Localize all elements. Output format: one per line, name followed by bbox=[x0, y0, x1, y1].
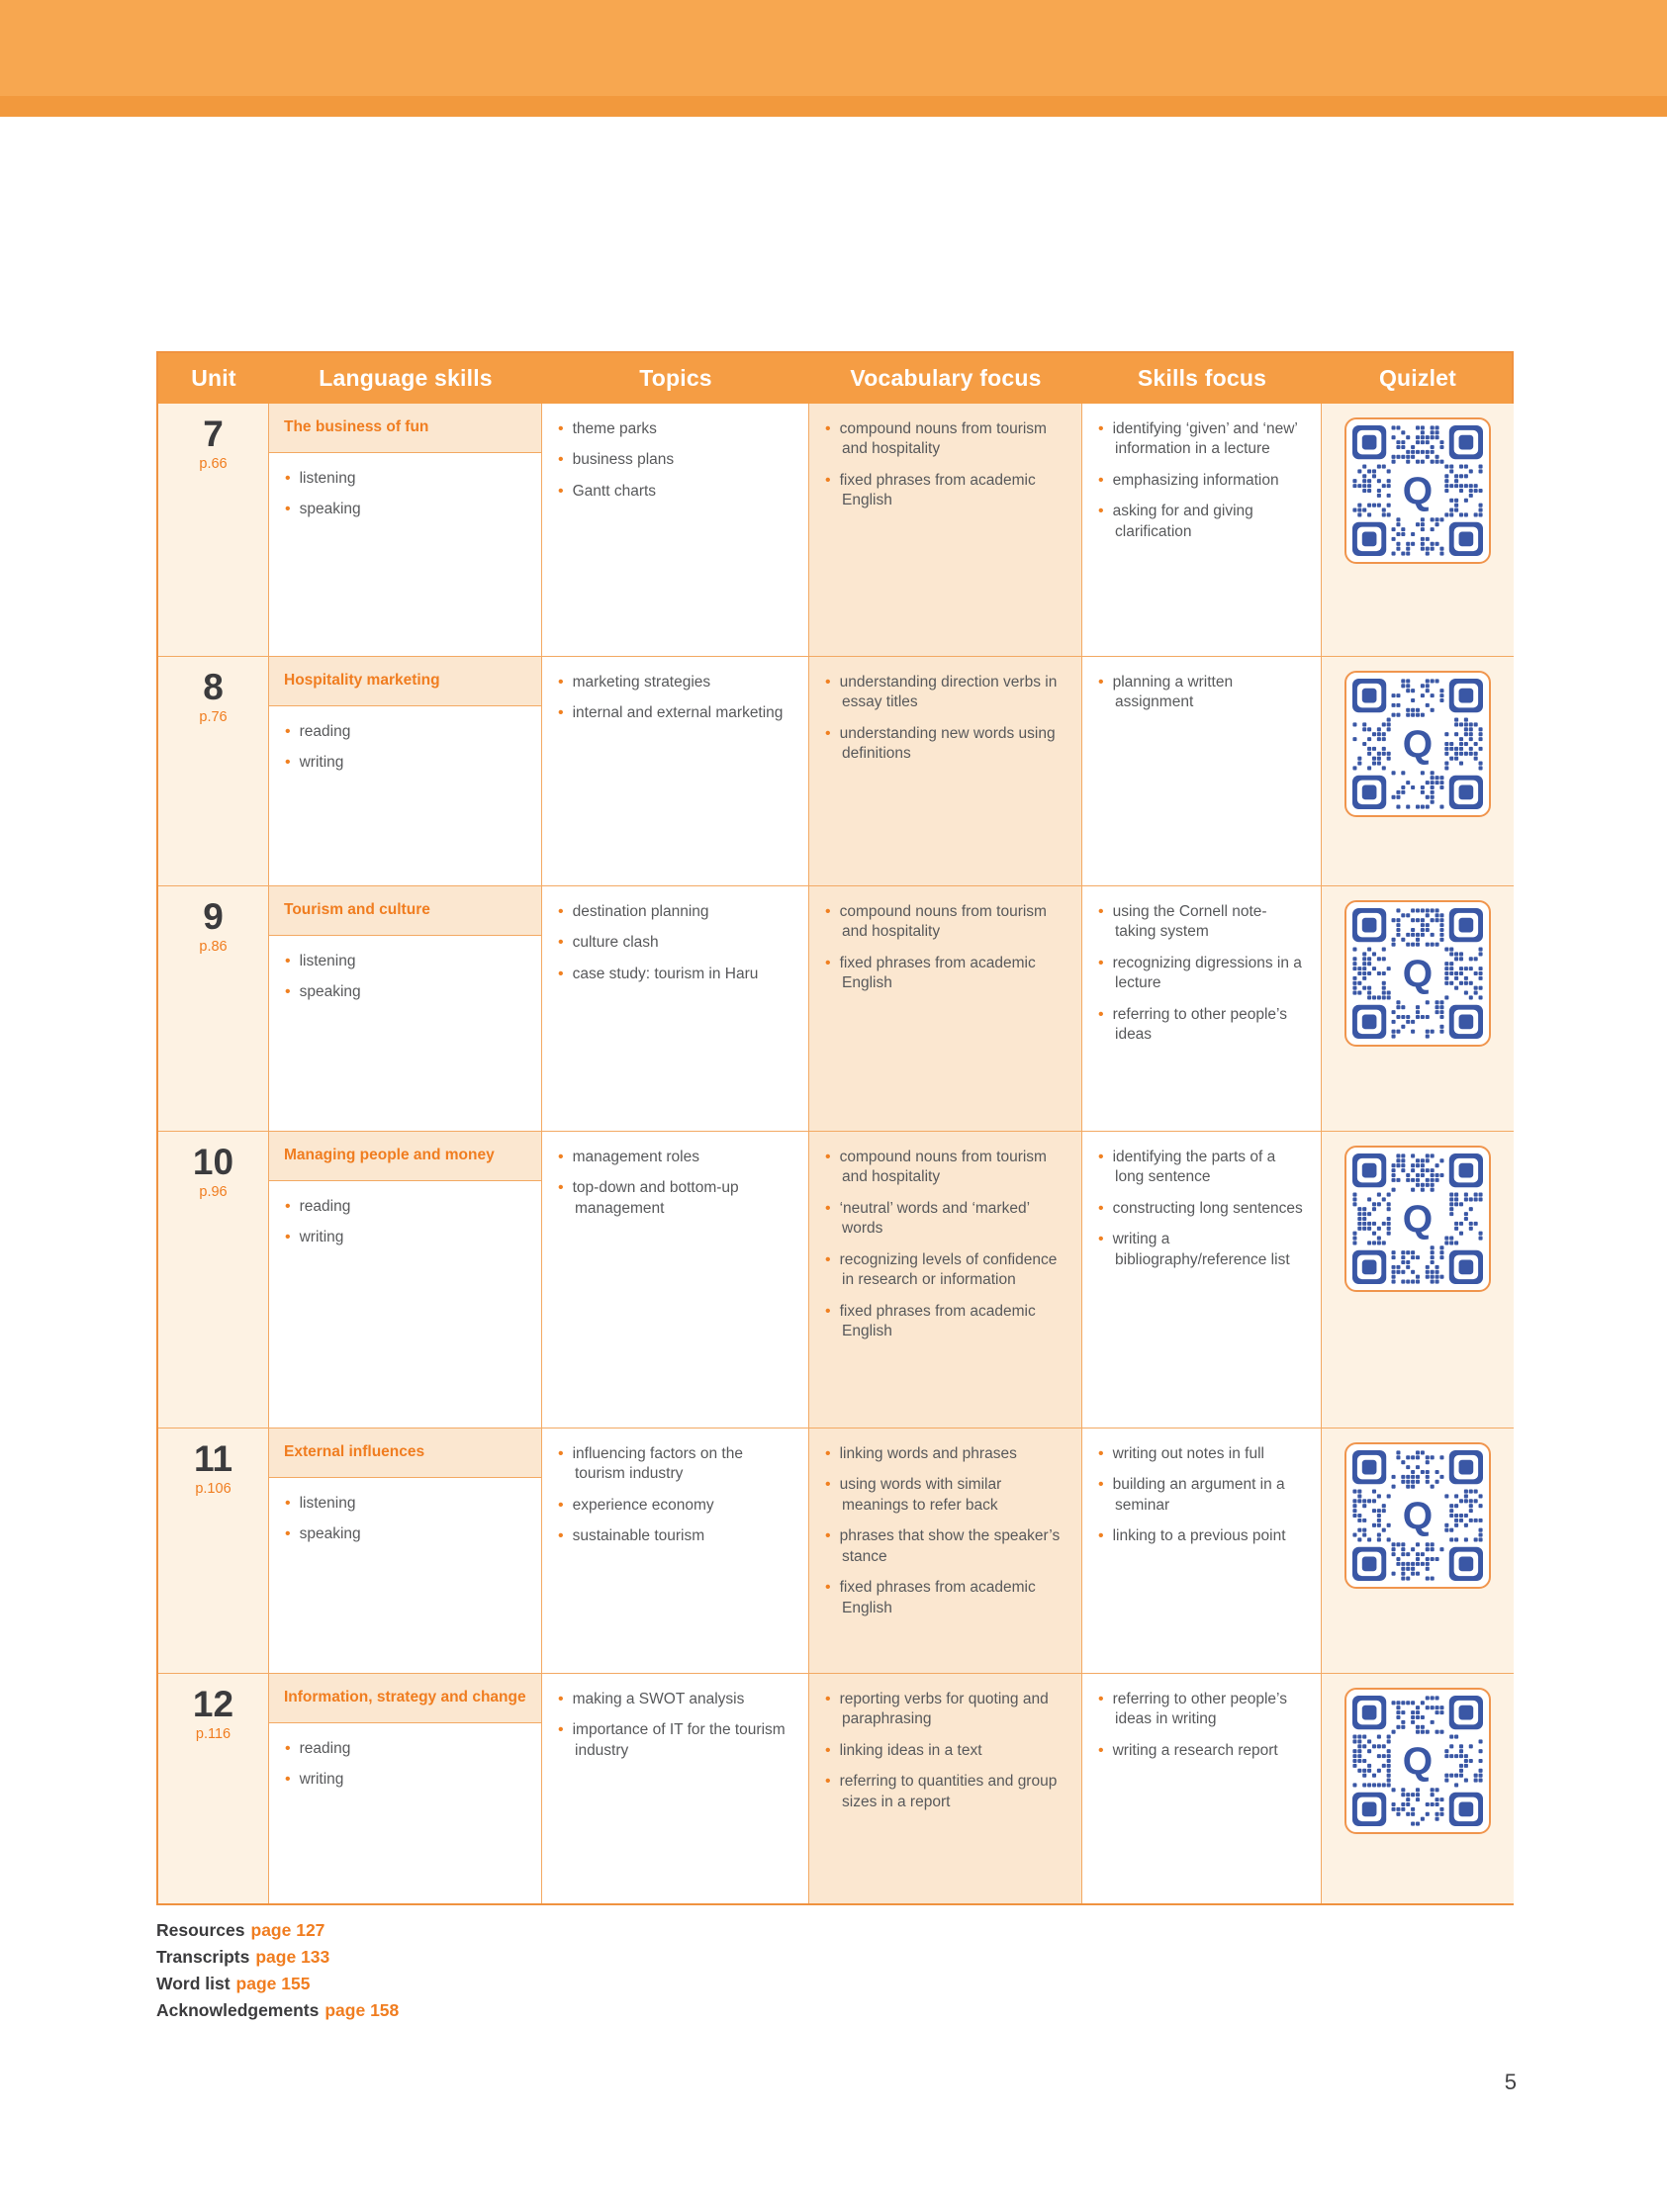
unit-cell bbox=[158, 657, 269, 886]
footer-label: Resources bbox=[156, 1920, 245, 1940]
svg-text:Q: Q bbox=[1402, 1495, 1434, 1538]
bullet-item: • identifying ‘given’ and ‘new’ information in a lecture bbox=[1098, 418, 1307, 460]
bullet-item: • compound nouns from tourism and hospitality bbox=[825, 1147, 1067, 1188]
language-skills-list bbox=[269, 936, 541, 1025]
column-header-skills-focus: Skills focus bbox=[1137, 365, 1267, 391]
topics-cell bbox=[542, 1674, 809, 1903]
vocabulary-focus-cell bbox=[809, 404, 1082, 657]
bullet-item: • referring to other people’s ideas in writing bbox=[1098, 1689, 1307, 1730]
svg-text:Q: Q bbox=[1402, 470, 1434, 513]
vocabulary-list bbox=[809, 404, 1081, 533]
bullet-item: • linking to a previous point bbox=[1098, 1525, 1307, 1546]
quizlet-cell bbox=[1322, 886, 1514, 1132]
qr-code-image bbox=[1352, 1696, 1483, 1826]
topics-list bbox=[542, 886, 808, 1006]
bullet-item: • phrases that show the speaker’s stance bbox=[825, 1525, 1067, 1567]
topics-list bbox=[542, 657, 808, 746]
table-row bbox=[158, 886, 1512, 1132]
svg-text:Q: Q bbox=[1402, 723, 1434, 767]
unit-title: Managing people and money bbox=[269, 1132, 541, 1181]
bullet-item: • business plans bbox=[558, 449, 794, 470]
column-header-topics: Topics bbox=[639, 365, 712, 391]
bullet-item: • writing a research report bbox=[1098, 1740, 1307, 1761]
topics-cell bbox=[542, 886, 809, 1132]
skills-focus-cell bbox=[1082, 1429, 1322, 1674]
quizlet-qr-code[interactable] bbox=[1344, 900, 1491, 1047]
vocabulary-list bbox=[809, 886, 1081, 1016]
quizlet-cell bbox=[1322, 404, 1514, 657]
bullet-item: • speaking bbox=[285, 499, 527, 519]
vocabulary-focus-cell bbox=[809, 886, 1082, 1132]
topics-list bbox=[542, 404, 808, 523]
svg-text:Q: Q bbox=[1402, 953, 1434, 996]
column-header-unit: Unit bbox=[191, 365, 236, 391]
qr-code-image bbox=[1352, 425, 1483, 556]
unit-page-ref: p.96 bbox=[199, 1183, 228, 1200]
unit-cell bbox=[158, 404, 269, 657]
bullet-item: • destination planning bbox=[558, 901, 794, 922]
top-banner-strip bbox=[0, 96, 1667, 117]
topics-list bbox=[542, 1429, 808, 1569]
footer-links bbox=[156, 1917, 399, 2024]
bullet-item: • understanding direction verbs in essay titles bbox=[825, 672, 1067, 713]
table-row bbox=[158, 1132, 1512, 1429]
table-row bbox=[158, 404, 1512, 657]
footer-page-link: page 155 bbox=[235, 1974, 311, 1993]
bullet-item: • reporting verbs for quoting and paraphrasing bbox=[825, 1689, 1067, 1730]
skills-focus-list bbox=[1082, 1429, 1321, 1569]
bullet-item: • recognizing levels of confidence in research or information bbox=[825, 1249, 1067, 1291]
qr-code-image bbox=[1352, 679, 1483, 809]
bullet-item: • theme parks bbox=[558, 418, 794, 439]
topics-cell bbox=[542, 1132, 809, 1429]
qr-code-image bbox=[1352, 1450, 1483, 1581]
quizlet-cell bbox=[1322, 1674, 1514, 1903]
footer-transcripts bbox=[156, 1944, 399, 1971]
bullet-item: • making a SWOT analysis bbox=[558, 1689, 794, 1709]
bullet-item: • fixed phrases from academic English bbox=[825, 1301, 1067, 1342]
unit-cell bbox=[158, 1132, 269, 1429]
bullet-item: • using words with similar meanings to refer back bbox=[825, 1474, 1067, 1516]
footer-acknowledgements bbox=[156, 1997, 399, 2024]
column-header-vocabulary-focus: Vocabulary focus bbox=[850, 365, 1042, 391]
bullet-item: • planning a written assignment bbox=[1098, 672, 1307, 713]
column-header-quizlet: Quizlet bbox=[1378, 365, 1457, 391]
table-row bbox=[158, 1429, 1512, 1674]
unit-title: Information, strategy and change bbox=[269, 1674, 541, 1723]
quizlet-qr-code[interactable] bbox=[1344, 1442, 1491, 1589]
svg-text:Q: Q bbox=[1402, 1740, 1434, 1784]
unit-cell bbox=[158, 886, 269, 1132]
bullet-item: • linking words and phrases bbox=[825, 1443, 1067, 1464]
table-header-row bbox=[158, 353, 1512, 404]
skills-focus-cell bbox=[1082, 657, 1322, 886]
unit-page-ref: p.86 bbox=[199, 938, 228, 955]
unit-cell bbox=[158, 1674, 269, 1903]
unit-number: 7 bbox=[203, 414, 224, 454]
vocabulary-list bbox=[809, 1674, 1081, 1834]
unit-page-ref: p.116 bbox=[195, 1725, 232, 1742]
vocabulary-list bbox=[809, 1429, 1081, 1640]
bullet-item: • listening bbox=[285, 468, 527, 489]
unit-number: 10 bbox=[192, 1142, 234, 1182]
language-skills-cell bbox=[269, 1674, 542, 1903]
bullet-item: • writing bbox=[285, 1227, 527, 1247]
skills-focus-list bbox=[1082, 886, 1321, 1067]
skills-focus-cell bbox=[1082, 1132, 1322, 1429]
bullet-item: • referring to other people’s ideas bbox=[1098, 1004, 1307, 1046]
quizlet-cell bbox=[1322, 1132, 1514, 1429]
footer-page-link: page 158 bbox=[324, 2000, 400, 2020]
unit-title: Hospitality marketing bbox=[269, 657, 541, 706]
table-row bbox=[158, 657, 1512, 886]
bullet-item: • ‘neutral’ words and ‘marked’ words bbox=[825, 1198, 1067, 1240]
bullet-item: • using the Cornell note-taking system bbox=[1098, 901, 1307, 943]
quizlet-qr-code[interactable] bbox=[1344, 417, 1491, 564]
footer-label: Word list bbox=[156, 1974, 231, 1993]
svg-text:Q: Q bbox=[1402, 1198, 1434, 1242]
unit-number: 12 bbox=[192, 1684, 234, 1724]
skills-focus-cell bbox=[1082, 404, 1322, 657]
bullet-item: • experience economy bbox=[558, 1495, 794, 1516]
language-skills-cell bbox=[269, 404, 542, 657]
bullet-item: • Gantt charts bbox=[558, 481, 794, 502]
qr-code-image bbox=[1352, 1153, 1483, 1284]
topics-cell bbox=[542, 404, 809, 657]
bullet-item: • speaking bbox=[285, 1523, 527, 1544]
topics-cell bbox=[542, 1429, 809, 1674]
footer-page-link: page 127 bbox=[250, 1920, 325, 1940]
column-header-language-skills: Language skills bbox=[319, 365, 493, 391]
footer-resources bbox=[156, 1917, 399, 1944]
bullet-item: • referring to quantities and group sizes in a report bbox=[825, 1771, 1067, 1812]
unit-title: External influences bbox=[269, 1429, 541, 1478]
bullet-item: • case study: tourism in Haru bbox=[558, 964, 794, 984]
bullet-item: • reading bbox=[285, 1738, 527, 1759]
language-skills-list bbox=[269, 453, 541, 542]
quizlet-cell bbox=[1322, 657, 1514, 886]
language-skills-list bbox=[269, 706, 541, 795]
bullet-item: • writing out notes in full bbox=[1098, 1443, 1307, 1464]
language-skills-list bbox=[269, 1723, 541, 1812]
bullet-item: • building an argument in a seminar bbox=[1098, 1474, 1307, 1516]
unit-title: Tourism and culture bbox=[269, 886, 541, 936]
skills-focus-list bbox=[1082, 657, 1321, 735]
bullet-item: • top-down and bottom-up management bbox=[558, 1177, 794, 1219]
unit-number: 11 bbox=[193, 1438, 233, 1479]
bullet-item: • asking for and giving clarification bbox=[1098, 501, 1307, 542]
skills-focus-list bbox=[1082, 1132, 1321, 1292]
bullet-item: • linking ideas in a text bbox=[825, 1740, 1067, 1761]
contents-table bbox=[156, 351, 1514, 1905]
bullet-item: • culture clash bbox=[558, 932, 794, 953]
bullet-item: • listening bbox=[285, 1493, 527, 1514]
bullet-item: • management roles bbox=[558, 1147, 794, 1167]
skills-focus-cell bbox=[1082, 886, 1322, 1132]
page-number: 5 bbox=[1504, 2070, 1517, 2094]
vocabulary-focus-cell bbox=[809, 1429, 1082, 1674]
bullet-item: • fixed phrases from academic English bbox=[825, 1577, 1067, 1618]
footer-page-link: page 133 bbox=[255, 1947, 330, 1967]
bullet-item: • sustainable tourism bbox=[558, 1525, 794, 1546]
bullet-item: • internal and external marketing bbox=[558, 702, 794, 723]
table-row bbox=[158, 1674, 1512, 1903]
unit-page-ref: p.66 bbox=[199, 455, 228, 472]
language-skills-cell bbox=[269, 657, 542, 886]
bullet-item: • reading bbox=[285, 721, 527, 742]
bullet-item: • writing bbox=[285, 1769, 527, 1790]
language-skills-cell bbox=[269, 1132, 542, 1429]
unit-number: 9 bbox=[203, 896, 224, 937]
bullet-item: • recognizing digressions in a lecture bbox=[1098, 953, 1307, 994]
language-skills-list bbox=[269, 1181, 541, 1270]
bullet-item: • identifying the parts of a long sentence bbox=[1098, 1147, 1307, 1188]
quizlet-cell bbox=[1322, 1429, 1514, 1674]
vocabulary-focus-cell bbox=[809, 1132, 1082, 1429]
language-skills-cell bbox=[269, 1429, 542, 1674]
qr-code-image bbox=[1352, 908, 1483, 1039]
quizlet-qr-code[interactable] bbox=[1344, 1146, 1491, 1292]
footer-label: Transcripts bbox=[156, 1947, 250, 1967]
unit-page-ref: p.76 bbox=[199, 708, 228, 725]
unit-title: The business of fun bbox=[269, 404, 541, 453]
bullet-item: • influencing factors on the tourism industry bbox=[558, 1443, 794, 1485]
skills-focus-cell bbox=[1082, 1674, 1322, 1903]
bullet-item: • compound nouns from tourism and hospitality bbox=[825, 901, 1067, 943]
vocabulary-focus-cell bbox=[809, 657, 1082, 886]
bullet-item: • constructing long sentences bbox=[1098, 1198, 1307, 1219]
top-banner bbox=[0, 0, 1667, 96]
bullet-item: • compound nouns from tourism and hospitality bbox=[825, 418, 1067, 460]
language-skills-list bbox=[269, 1478, 541, 1567]
unit-page-ref: p.106 bbox=[195, 1480, 232, 1497]
skills-focus-list bbox=[1082, 404, 1321, 564]
topics-list bbox=[542, 1674, 808, 1783]
bullet-item: • listening bbox=[285, 951, 527, 971]
bullet-item: • fixed phrases from academic English bbox=[825, 953, 1067, 994]
quizlet-qr-code[interactable] bbox=[1344, 671, 1491, 817]
unit-cell bbox=[158, 1429, 269, 1674]
bullet-item: • reading bbox=[285, 1196, 527, 1217]
vocabulary-list bbox=[809, 657, 1081, 786]
skills-focus-list bbox=[1082, 1674, 1321, 1783]
bullet-item: • writing bbox=[285, 752, 527, 773]
vocabulary-focus-cell bbox=[809, 1674, 1082, 1903]
topics-cell bbox=[542, 657, 809, 886]
bullet-item: • emphasizing information bbox=[1098, 470, 1307, 491]
footer-label: Acknowledgements bbox=[156, 2000, 320, 2020]
table-body bbox=[158, 404, 1512, 1903]
footer-word-list bbox=[156, 1971, 399, 1997]
bullet-item: • importance of IT for the tourism industry bbox=[558, 1719, 794, 1761]
bullet-item: • writing a bibliography/reference list bbox=[1098, 1229, 1307, 1270]
bullet-item: • speaking bbox=[285, 981, 527, 1002]
topics-list bbox=[542, 1132, 808, 1241]
bullet-item: • marketing strategies bbox=[558, 672, 794, 692]
quizlet-qr-code[interactable] bbox=[1344, 1688, 1491, 1834]
unit-number: 8 bbox=[203, 667, 224, 707]
bullet-item: • fixed phrases from academic English bbox=[825, 470, 1067, 511]
bullet-item: • understanding new words using definitions bbox=[825, 723, 1067, 765]
vocabulary-list bbox=[809, 1132, 1081, 1364]
language-skills-cell bbox=[269, 886, 542, 1132]
